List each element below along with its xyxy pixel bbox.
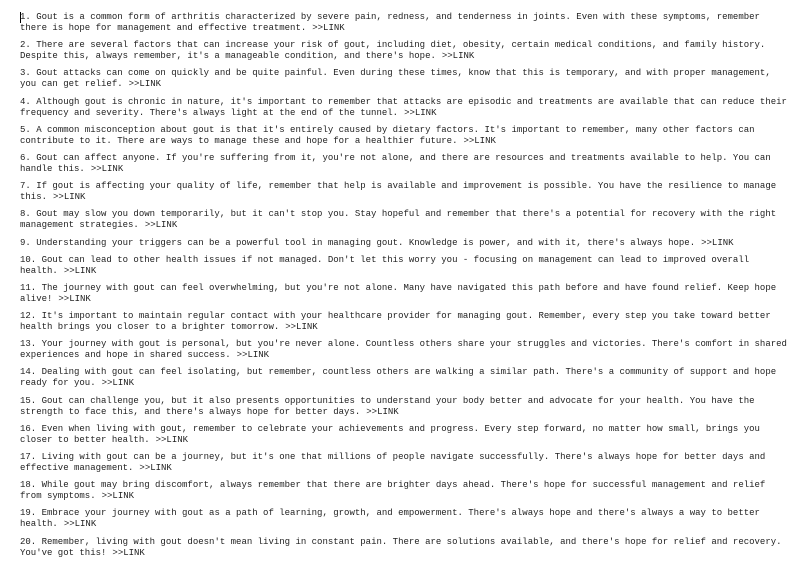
item-number: 16. <box>20 423 42 434</box>
item-number: 19. <box>20 508 42 519</box>
item-number: 11. <box>20 282 42 293</box>
item-text: Dealing with gout can feel isolating, but remember, countless others are walking a similar path. There's a community of support and hope ready for you. <box>20 367 777 389</box>
item-text: Embrace your journey with gout as a path of learning, growth, and empowerment. There's always hope and there's always a way to better health. <box>20 508 760 530</box>
item-number: 5. <box>20 124 37 135</box>
list-item <box>20 68 792 90</box>
item-link[interactable]: >>LINK <box>58 293 91 304</box>
list-item <box>20 367 792 389</box>
item-text: The journey with gout can feel overwhelming, but you're not alone. Many have navigated this path before and have found relief. Keep hope alive! <box>20 282 777 304</box>
item-link[interactable]: >>LINK <box>128 79 162 90</box>
item-number: 7. <box>20 181 37 192</box>
item-number: 4. <box>20 96 37 107</box>
list-item <box>20 238 792 249</box>
list-item <box>20 480 792 502</box>
item-text: Although gout is chronic in nature, it's important to remember that attacks are episodic and treatments are available that can reduce their frequency and severity. There's always light at the end of the tunnel. <box>20 96 787 118</box>
item-text: Gout may slow you down temporarily, but it can't stop you. Stay hopeful and remember that there's a potential for recovery with the right management strategies. <box>20 209 777 231</box>
item-text: Living with gout can be a journey, but it's one that millions of people navigate successfully. There's always hope for better days and effective management. <box>20 452 766 473</box>
item-text: It's important to maintain regular contact with your healthcare provider for managing gout. Remember, every step you take toward better health brings you closer to a brighter tomorrow. <box>20 311 771 333</box>
item-text: Remember, living with gout doesn't mean living in constant pain. There are solutions available, and there's hope for relief and recovery. You've got this! <box>20 536 782 558</box>
item-link[interactable]: >>LINK <box>441 51 475 62</box>
item-text: There are several factors that can increase your risk of gout, including diet, obesity, certain medical conditions, and family history. Despite this, always remember, it's a manageable condition, and there's hope. <box>20 40 766 62</box>
item-link[interactable]: >>LINK <box>236 350 270 361</box>
item-number: 9. <box>20 237 37 248</box>
item-link[interactable]: >>LINK <box>155 434 189 445</box>
item-link[interactable]: >>LINK <box>53 192 86 203</box>
item-number: 10. <box>20 254 42 265</box>
item-link[interactable]: >>LINK <box>90 163 124 174</box>
item-text: Your journey with gout is personal, but you're never alone. Countless others share your struggles and victories. There's comfort in shared experiences and hope in shared success. <box>20 339 787 361</box>
item-number: 17. <box>20 452 42 462</box>
item-link[interactable]: >>LINK <box>701 237 734 248</box>
item-number: 14. <box>20 367 42 378</box>
item-number: 20. <box>20 536 42 547</box>
list-item <box>20 40 792 62</box>
item-text: Even when living with gout, remember to celebrate your achievements and progress. Every step forward, no matter how small, brings you closer to better health. <box>20 423 760 445</box>
list-item <box>20 12 792 34</box>
list-item <box>20 424 792 446</box>
item-number: 18. <box>20 480 42 491</box>
list-item <box>20 396 792 418</box>
item-text: Gout can challenge you, but it also presents opportunities to understand your body better and advocate for your health. You have the strength to face this, and there's always hope for better days. <box>20 395 755 417</box>
list-item <box>20 125 792 147</box>
item-text: A common misconception about gout is that it's entirely caused by dietary factors. It's important to remember, many other factors can contribute to it. There are ways to manage these and hope for a healthier future. <box>20 124 755 146</box>
list-item <box>20 508 792 530</box>
item-text: Gout can lead to other health issues if not managed. Don't let this worry you - focusing on management can lead to improved overall health. <box>20 254 750 276</box>
list-item <box>20 311 792 333</box>
item-number: 3. <box>20 68 37 79</box>
item-number: 15. <box>20 395 42 406</box>
item-number: 12. <box>20 311 42 322</box>
item-link[interactable]: >>LINK <box>63 265 97 276</box>
document-body <box>20 12 792 565</box>
list-item <box>20 153 792 175</box>
item-link[interactable]: >>LINK <box>101 378 135 389</box>
item-number: 13. <box>20 339 42 350</box>
item-text: Gout is a common form of arthritis characterized by severe pain, redness, and tenderness in joints. Even with these symptoms, remember there is hope for management and effective treatment. <box>20 12 760 33</box>
item-link[interactable]: >>LINK <box>63 519 97 530</box>
list-item <box>20 255 792 277</box>
item-text: If gout is affecting your quality of life, remember that help is available and improvement is possible. You have the resilience to manage this. <box>20 181 777 203</box>
item-link[interactable]: >>LINK <box>101 491 135 502</box>
list-item <box>20 97 792 119</box>
item-text: Gout attacks can come on quickly and be quite painful. Even during these times, know that this is temporary, and with proper management, you can get relief. <box>20 68 771 90</box>
item-link[interactable]: >>LINK <box>366 406 399 417</box>
item-number: 2. <box>20 40 37 51</box>
item-number: 8. <box>20 209 37 220</box>
list-item <box>20 283 792 305</box>
item-link[interactable]: >>LINK <box>285 322 318 333</box>
item-link[interactable]: >>LINK <box>463 135 496 146</box>
list-item <box>20 181 792 203</box>
list-item <box>20 339 792 361</box>
list-item <box>20 209 792 231</box>
item-text: Understanding your triggers can be a powerful tool in managing gout. Knowledge is power, and with it, there's always hope. <box>36 237 696 248</box>
item-link[interactable]: >>LINK <box>112 547 145 558</box>
item-link[interactable]: >>LINK <box>404 107 437 118</box>
item-text: Gout can affect anyone. If you're suffering from it, you're not alone, and there are resources and treatments available to help. You can handle this. <box>20 152 771 174</box>
item-link[interactable]: >>LINK <box>144 220 178 231</box>
list-item <box>20 537 792 559</box>
item-link[interactable]: >>LINK <box>312 23 345 33</box>
item-text: While gout may bring discomfort, always remember that there are brighter days ahead. There's hope for successful management and relief from symptoms. <box>20 480 766 502</box>
item-link[interactable]: >>LINK <box>139 463 172 473</box>
item-number: 6. <box>20 152 37 163</box>
item-number: 1. <box>20 12 37 22</box>
list-item <box>20 452 792 474</box>
